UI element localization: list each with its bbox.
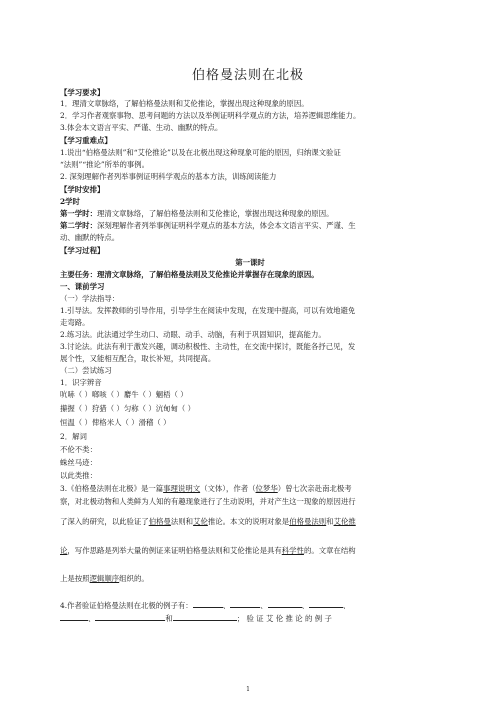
question-3-line-3 xyxy=(60,517,440,526)
q3-text-3b: 法则和 xyxy=(170,517,194,526)
question-1: 1．识字辨音 xyxy=(60,378,102,387)
pinyin-row-2: 攥握（ ）狩猎（ ）匀称（ ）沆甸甸（ ） xyxy=(60,404,196,413)
method-3-cont: 展个性，又能相互配合，取长补短，共同提高。 xyxy=(60,354,216,363)
q3-text-3d: 和 xyxy=(326,517,334,526)
session-2-text: 深刻理解作者列举事例证明科学观点的基本方法，体会本文语言平实、严谨、生 xyxy=(96,221,356,230)
q4-blank-4[interactable] xyxy=(309,600,343,608)
q4-blank-6[interactable] xyxy=(95,613,165,621)
q3-answer-order: 逻辑顺序 xyxy=(89,574,120,583)
section-pre-class: 一、课前学习 xyxy=(60,282,105,291)
q4-text-a: 4.作者验证伯格曼法则在北极的例子有： xyxy=(60,601,193,610)
session-2-label: 第二学时： xyxy=(60,221,97,230)
sub-practice: （二）尝试练习 xyxy=(60,366,112,375)
schedule-session-2 xyxy=(60,221,440,230)
q4-and: 和 xyxy=(165,614,173,623)
pinyin-row-3: 恒温（ ）俾格米人（ ）滑稽（ ） xyxy=(60,418,171,427)
q3-text-b: （文体），作者（ xyxy=(200,484,256,493)
method-2: 2.练习法。此法通过学生动口、动眼、动手、动脑，有利于巩固知识，提高能力。 xyxy=(60,330,326,339)
q4-sep-3: 、 xyxy=(301,601,309,610)
requirement-1: 1．理清文章脉络，了解伯格曼法则和艾伦推论，掌握出现这种现象的原因。 xyxy=(60,99,309,108)
q4-sep-5: 、 xyxy=(88,614,96,623)
q3-answer-genre: 事理说明文 xyxy=(163,484,201,493)
word-1: 不伦不类： xyxy=(60,445,97,454)
q4-blank-2[interactable] xyxy=(230,600,260,608)
question-4-line-2 xyxy=(60,613,440,623)
schedule-session-1 xyxy=(60,209,440,218)
q3-text-3a: 了深入的研究，以此验证了 xyxy=(60,517,149,526)
q3-answer-allen: 艾伦 xyxy=(193,517,208,526)
q3-text-4c: 的。文章在结构 xyxy=(303,546,356,555)
question-3-line-4 xyxy=(60,546,440,555)
q4-sep-4: 、 xyxy=(342,601,351,610)
question-3-line-5 xyxy=(60,574,440,583)
q4-blank-7[interactable] xyxy=(173,613,237,621)
question-3-line-2: 察，对北极动物和人类鲜为人知的有趣现象进行了生动说明，并对产生这一现象的原因进行 xyxy=(60,497,356,506)
heading-schedule: 【学时安排】 xyxy=(60,185,105,194)
q3-text-5a: 上是按照 xyxy=(60,574,90,583)
q4-sep-2: 、 xyxy=(260,601,268,610)
question-4-line-1 xyxy=(60,600,440,610)
key-point-2: 2. 深刻理解作者列举事例证明科学观点的基本方法，训练阅读能力 xyxy=(60,172,277,181)
q4-sep-1: 、 xyxy=(222,601,231,610)
q3-answer-object-1: 伯格曼法则 xyxy=(289,517,327,526)
sub-method-guide: （一）学法指导： xyxy=(60,294,120,303)
question-3-line-1 xyxy=(60,484,440,493)
q3-answer-bergmann: 伯格曼 xyxy=(148,517,171,526)
heading-process: 【学习过程】 xyxy=(60,246,105,255)
q3-text-4b: ，写作思路是列举大量的例证来证明伯格曼法则和艾伦推论是具有 xyxy=(67,546,282,555)
q3-answer-object-2: 艾伦推 xyxy=(333,517,356,526)
key-point-1-cont: “法则”“推论”所举的事例。 xyxy=(60,160,150,169)
word-2: 蛛丝马迹： xyxy=(60,458,97,467)
session-1-label: 第一学时： xyxy=(60,209,97,218)
main-task: 主要任务：理清文章脉络，了解伯格曼法则及艾伦推论并掌握存在现象的原因。 xyxy=(60,270,319,279)
heading-learning-requirements: 【学习要求】 xyxy=(60,88,105,97)
method-1-cont: 走弯路。 xyxy=(60,318,90,327)
q3-text-5b: 组织的。 xyxy=(119,574,149,583)
q4-blank-3[interactable] xyxy=(268,600,302,608)
word-3: 以此类推： xyxy=(60,471,97,480)
method-1: 1.引导法。发挥教师的引导作用，引导学生在阅读中发现，在发现中提高，可以有效地避免 xyxy=(60,306,356,315)
q3-answer-object-2-cont: 论 xyxy=(60,546,68,555)
page-number: 1 xyxy=(246,686,250,693)
q3-text-3c: 推论。本文的说明对象是 xyxy=(207,517,290,526)
q4-text-semi: ； 验 证 艾 伦 推 论 的 例 子 xyxy=(236,614,332,623)
schedule-total: 2学时 xyxy=(60,197,80,206)
question-2: 2．解词 xyxy=(60,432,87,441)
requirement-2: 2．学习作者观察事物、思考问题的方法以及举例证明科学观点的方法，培养逻辑思维能力。 xyxy=(60,111,361,120)
schedule-session-2-cont: 动、幽默的特点。 xyxy=(60,233,120,242)
session-1-text: 理清文章脉络，了解伯格曼法则和艾伦推论，掌握出现这种现象的原因。 xyxy=(96,209,334,218)
q3-answer-scientific: 科学性 xyxy=(281,546,304,555)
q3-answer-author: 位梦华 xyxy=(255,484,278,493)
requirement-3: 3.体会本文语言平实、严谨、生动、幽默的特点。 xyxy=(60,123,223,132)
heading-key-points: 【学习重难点】 xyxy=(60,136,112,145)
page-title: 伯格曼法则在北极 xyxy=(191,68,304,83)
q4-blank-1[interactable] xyxy=(193,600,223,608)
q3-text-a: 3.《伯格曼法则在北极》是一篇 xyxy=(60,484,164,493)
q4-blank-5[interactable] xyxy=(60,613,88,621)
lesson-1-heading: 第一课时 xyxy=(235,258,265,267)
q3-text-c: ）曾七次亲赴南北极考 xyxy=(277,484,352,493)
pinyin-row-1: 吭哧（ ）啷咳（ ）麝牛（ ）魍梧（ ） xyxy=(60,390,188,399)
key-point-1: 1.说出“伯格曼法则”和“艾伦推论”以及在北极出现这种现象可能的原因，归纳课文验证 xyxy=(60,148,341,157)
method-3: 3.讨论法。此法有利于激发兴趣，调动积极性、主动性，在交流中探讨，既能各抒己见，发 xyxy=(60,342,356,351)
